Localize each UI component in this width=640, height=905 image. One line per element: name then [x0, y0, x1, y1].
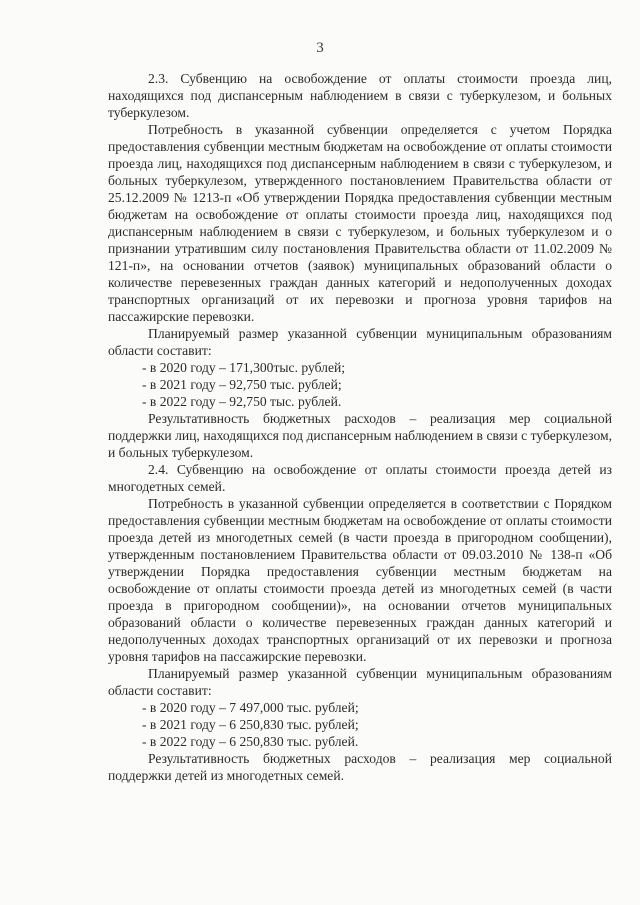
- list-item-2022-2-3: - в 2022 году – 92,750 тыс. рублей.: [142, 394, 342, 409]
- list-item-2022-2-4: - в 2022 году – 6 250,830 тыс. рублей.: [142, 734, 359, 749]
- paragraph-planned-size-2-4: Планируемый размер указанной субвенции муниципальным образованиям области составит:: [108, 666, 612, 698]
- list-item-2020-2-3: - в 2020 году – 171,300тыс. рублей;: [142, 360, 346, 375]
- section-heading-2-4: 2.4. Субвенцию на освобождение от оплаты стоимости проезда детей из многодетных семей.: [108, 462, 612, 494]
- paragraph-subsidy-need-2-3: Потребность в указанной субвенции определяется с учетом Порядка предоставления субвенции местным бюджетам на освобождение от оплаты стоимости проезда лиц, находящихся под диспансерным наблюдением в связи с туберкулезом, и больных туберкулезом, утвержденного постановлением Правительства области от 25.12.2009 № 1213-п «Об утверждении Порядка предоставления субвенции местным бюджетам на освобождение от оплаты стоимости проезда лиц, находящихся под диспансерным наблюдением в связи с туберкулезом, и больных туберкулезом и о признании утратившим силу постановления Правительства области от 11.02.2009 № 121-п», на основании отчетов (заявок) муниципальных образований области о количестве перевезенных граждан данных категорий и недополученных доходах транспортных организаций от их перевозки и прогноза уровня тарифов на пассажирские перевозки.: [108, 122, 612, 324]
- paragraph-planned-size-2-3: Планируемый размер указанной субвенции муниципальным образованиям области составит:: [108, 326, 612, 358]
- paragraph-effectiveness-2-3: Результативность бюджетных расходов – реализация мер социальной поддержки лиц, находящихся под диспансерным наблюдением в связи с туберкулезом, и больных туберкулезом.: [108, 411, 612, 460]
- list-item-2021-2-4: - в 2021 году – 6 250,830 тыс. рублей;: [142, 717, 359, 732]
- page-number: 3: [316, 40, 324, 56]
- paragraph-effectiveness-2-4: Результативность бюджетных расходов – реализация мер социальной поддержки детей из многодетных семей.: [108, 751, 612, 783]
- paragraph-subsidy-need-2-4: Потребность в указанной субвенции определяется в соответствии с Порядком предоставления субвенции местным бюджетам на освобождение от оплаты стоимости проезда детей из многодетных семей (в части проезда в пригородном сообщении), утвержденным постановлением Правительства области от 09.03.2010 № 138-п «Об утверждении Порядка предоставления субвенции местным бюджетам на освобождение от оплаты стоимости проезда детей из многодетных семей (в части проезда в пригородном сообщении)», на основании отчетов муниципальных образований области о количестве перевезенных граждан данных категорий и недополученных доходах транспортных организаций от их перевозки и прогноза уровня тарифов на пассажирские перевозки.: [108, 496, 612, 664]
- list-item-2021-2-3: - в 2021 году – 92,750 тыс. рублей;: [142, 377, 342, 392]
- document-body: [108, 70, 612, 784]
- list-item-2020-2-4: - в 2020 году – 7 497,000 тыс. рублей;: [142, 700, 359, 715]
- section-heading-2-3: 2.3. Субвенцию на освобождение от оплаты стоимости проезда лиц, находящихся под диспансерным наблюдением в связи с туберкулезом, и больных туберкулезом.: [108, 71, 612, 120]
